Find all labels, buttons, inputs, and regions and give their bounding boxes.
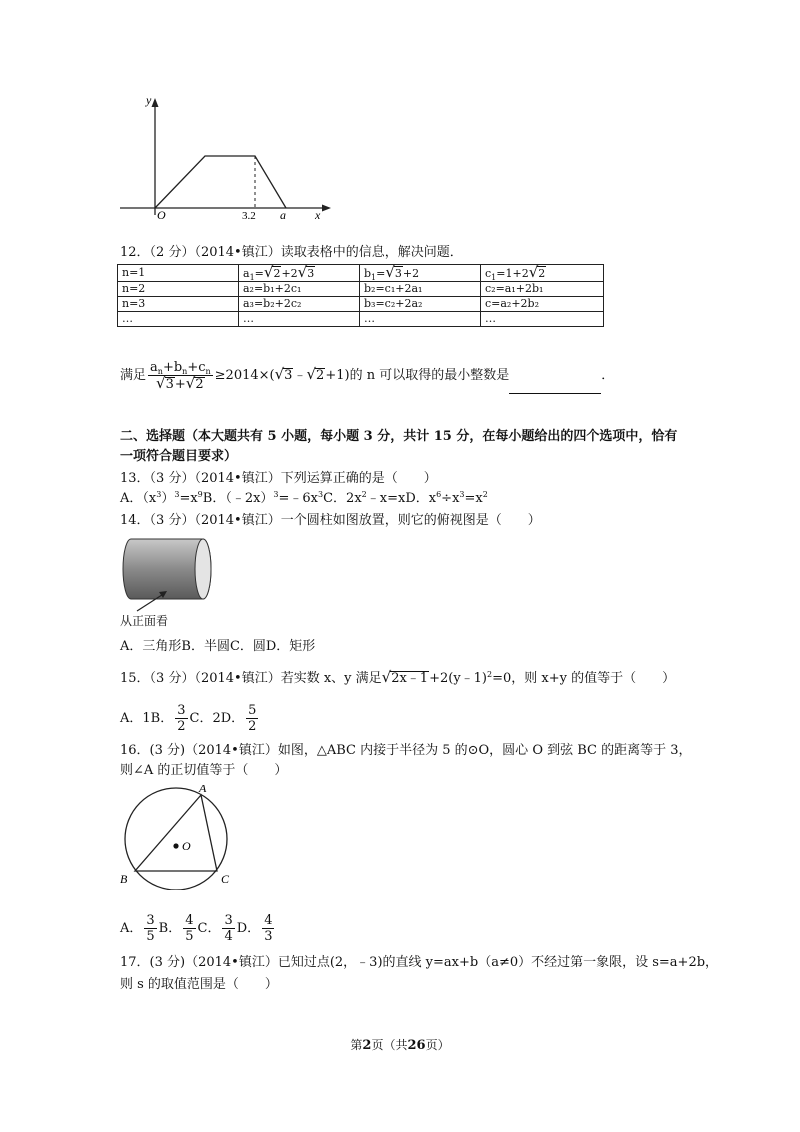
q16-stem-line1: 16．(3 分)（2014•镇江）如图，△ABC 内接于半径为 5 的⊙O，圆心 O 到弦 BC 的距离等于 3， [120,743,692,758]
y-axis-label: y [146,93,152,107]
x-axis-label: x [315,208,321,222]
table-cell: n=2 [118,282,239,297]
q15-stem: 15．（3 分）（2014•镇江）若实数 x、y 满足√2x﹣1+2(y﹣1)$^2$=0，则 x+y 的值等于（ ） [120,668,676,686]
answer-blank[interactable] [509,381,601,394]
page-footer: 第2页（共26页） [350,1038,450,1053]
q12-stem: 12．（2 分）（2014•镇江）读取表格中的信息，解决问题． [120,245,463,260]
a-label: a [280,208,286,222]
table-cell: … [360,312,481,327]
table-cell: $c_1=1+2√2$ [481,265,604,282]
q12-condition: 满足 $\frac{a_n+b_n+c_n}{√3+√2}$ ≥2014×(√3﹣√2+1)的 n 可以取得的最小整数是 ． [120,356,614,394]
q17-stem-line2: 则 s 的取值范围是（ ） [120,977,278,992]
table-cell: $a_1=√2+2√3$ [239,265,360,282]
q16-stem-line2: 则∠A 的正切值等于（ ） [120,763,288,778]
table-cell: c₂=a₁+2b₁ [481,282,604,297]
table-cell: c=a₂+2b₂ [481,297,604,312]
table-row [118,265,604,282]
point-o-label: O [182,839,191,853]
table-row [118,297,604,312]
table-cell: b₃=c₂+2a₂ [360,297,481,312]
table-row [118,282,604,297]
table-row [118,312,604,327]
page-total: 26 [407,1038,426,1053]
section-heading-cont: 一项符合题目要求） [120,449,238,464]
condition-fraction: $\frac{a_n+b_n+c_n}{√3+√2}$ [150,359,211,392]
piecewise-graph [115,92,340,222]
section-heading: 二、选择题（本大题共有 5 小题，每小题 3 分，共计 15 分，在每小题给出的四个选项中，恰有 [120,429,678,444]
circle-triangle-figure [115,785,255,890]
table-cell: a₂=b₁+2c₁ [239,282,360,297]
table-cell: … [118,312,239,327]
q17-stem-line1: 17．(3 分)（2014•镇江）已知过点(2，﹣3)的直线 y=ax+b（a≠0）不经过第一象限，设 s=a+2b， [120,955,719,970]
point-b-label: B [120,872,128,886]
origin-label: O [157,208,166,222]
q12-info-table [117,264,604,327]
point-c-label: C [221,872,230,886]
table-cell: $b_1=√3+2$ [360,265,481,282]
table-cell: … [239,312,360,327]
table-cell: n=3 [118,297,239,312]
q15-options: A．1B． $\frac{3}{2}$ C．2D． $\frac{5}{2}$ [120,703,257,734]
q13-options: A．$(x^3)^3=x^9B$．$(﹣2x)^3=﹣6x^3C$．$2x^2﹣x=xD$．$x^6\div x^3=x^2$ [120,490,488,506]
q14-stem: 14．（3 分）（2014•镇江）一个圆柱如图放置，则它的俯视图是（ ） [120,513,541,528]
q16-options: A． $\frac{3}{5}$ B． $\frac{4}{5}$ C． $\frac{3}{4}$ D． $\frac{4}{3}$ [120,913,273,944]
table-cell: n=1 [118,265,239,282]
page-number: 2 [362,1038,372,1053]
table-cell: b₂=c₁+2a₁ [360,282,481,297]
point-a-label: A [199,785,207,795]
tick-label-3-2: 3.2 [242,210,256,222]
table-cell: a₃=b₂+2c₂ [239,297,360,312]
q13-stem: 13．（3 分）（2014•镇江）下列运算正确的是（ ） [120,471,437,486]
cylinder-figure [117,535,217,615]
table-cell: … [481,312,604,327]
view-direction-label: 从正面看 [120,614,169,628]
q14-options: A．三角形B．半圆C．圆D．矩形 [120,639,316,654]
